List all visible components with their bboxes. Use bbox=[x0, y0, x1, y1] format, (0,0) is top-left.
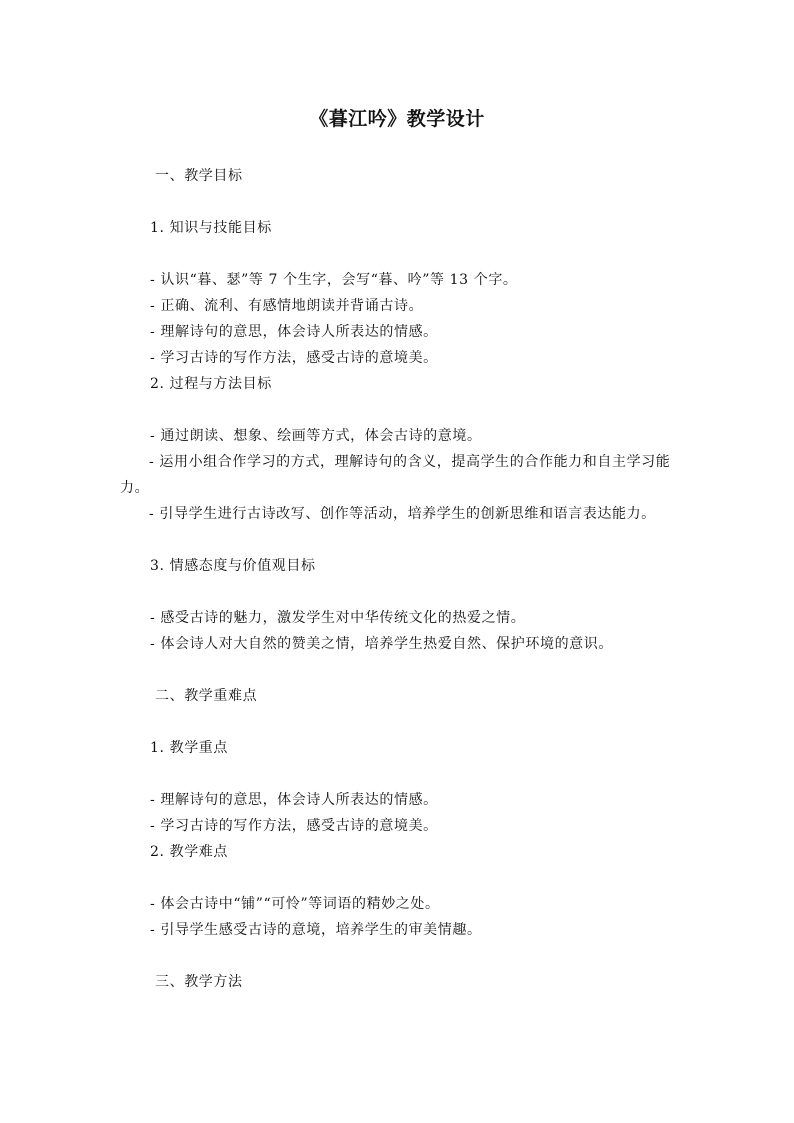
subheading-emotion-values: 3. 情感态度与价值观目标 bbox=[150, 558, 316, 574]
list-item: - 引导学生进行古诗改写、创作等活动，培养学生的创新思维和语言表达能力。 bbox=[149, 506, 656, 522]
list-item: - 正确、流利、有感情地朗读并背诵古诗。 bbox=[150, 298, 424, 314]
section-heading-methods: 三、教学方法 bbox=[155, 974, 243, 990]
document-title: 《暮江吟》教学设计 bbox=[309, 108, 485, 130]
subheading-teaching-focus: 1. 教学重点 bbox=[150, 740, 229, 756]
subheading-teaching-difficulties: 2. 教学难点 bbox=[150, 844, 229, 860]
list-item: - 理解诗句的意思，体会诗人所表达的情感。 bbox=[150, 324, 438, 340]
list-item: - 感受古诗的魅力，激发学生对中华传统文化的热爱之情。 bbox=[150, 610, 526, 626]
list-item: - 体会诗人对大自然的赞美之情，培养学生热爱自然、保护环境的意识。 bbox=[150, 636, 613, 652]
section-heading-objectives: 一、教学目标 bbox=[155, 168, 243, 184]
list-item: - 通过朗读、想象、绘画等方式，体会古诗的意境。 bbox=[150, 428, 482, 444]
list-item: - 理解诗句的意思，体会诗人所表达的情感。 bbox=[150, 792, 438, 808]
list-item: - 体会古诗中“铺”“可怜”等词语的精妙之处。 bbox=[150, 896, 440, 912]
list-item: - 学习古诗的写作方法，感受古诗的意境美。 bbox=[150, 818, 438, 834]
list-item: - 运用小组合作学习的方式，理解诗句的含义，提高学生的合作能力和自主学习能力。 bbox=[120, 454, 671, 496]
section-heading-key-points: 二、教学重难点 bbox=[155, 688, 258, 704]
list-item: - 引导学生感受古诗的意境，培养学生的审美情趣。 bbox=[150, 922, 482, 938]
list-item: - 认识“暮、瑟”等 7 个生字，会写“暮、吟”等 13 个字。 bbox=[150, 272, 518, 288]
list-item: - 学习古诗的写作方法，感受古诗的意境美。 bbox=[150, 350, 438, 366]
subheading-knowledge-skills: 1. 知识与技能目标 bbox=[150, 220, 272, 236]
subheading-process-methods: 2. 过程与方法目标 bbox=[150, 376, 272, 392]
